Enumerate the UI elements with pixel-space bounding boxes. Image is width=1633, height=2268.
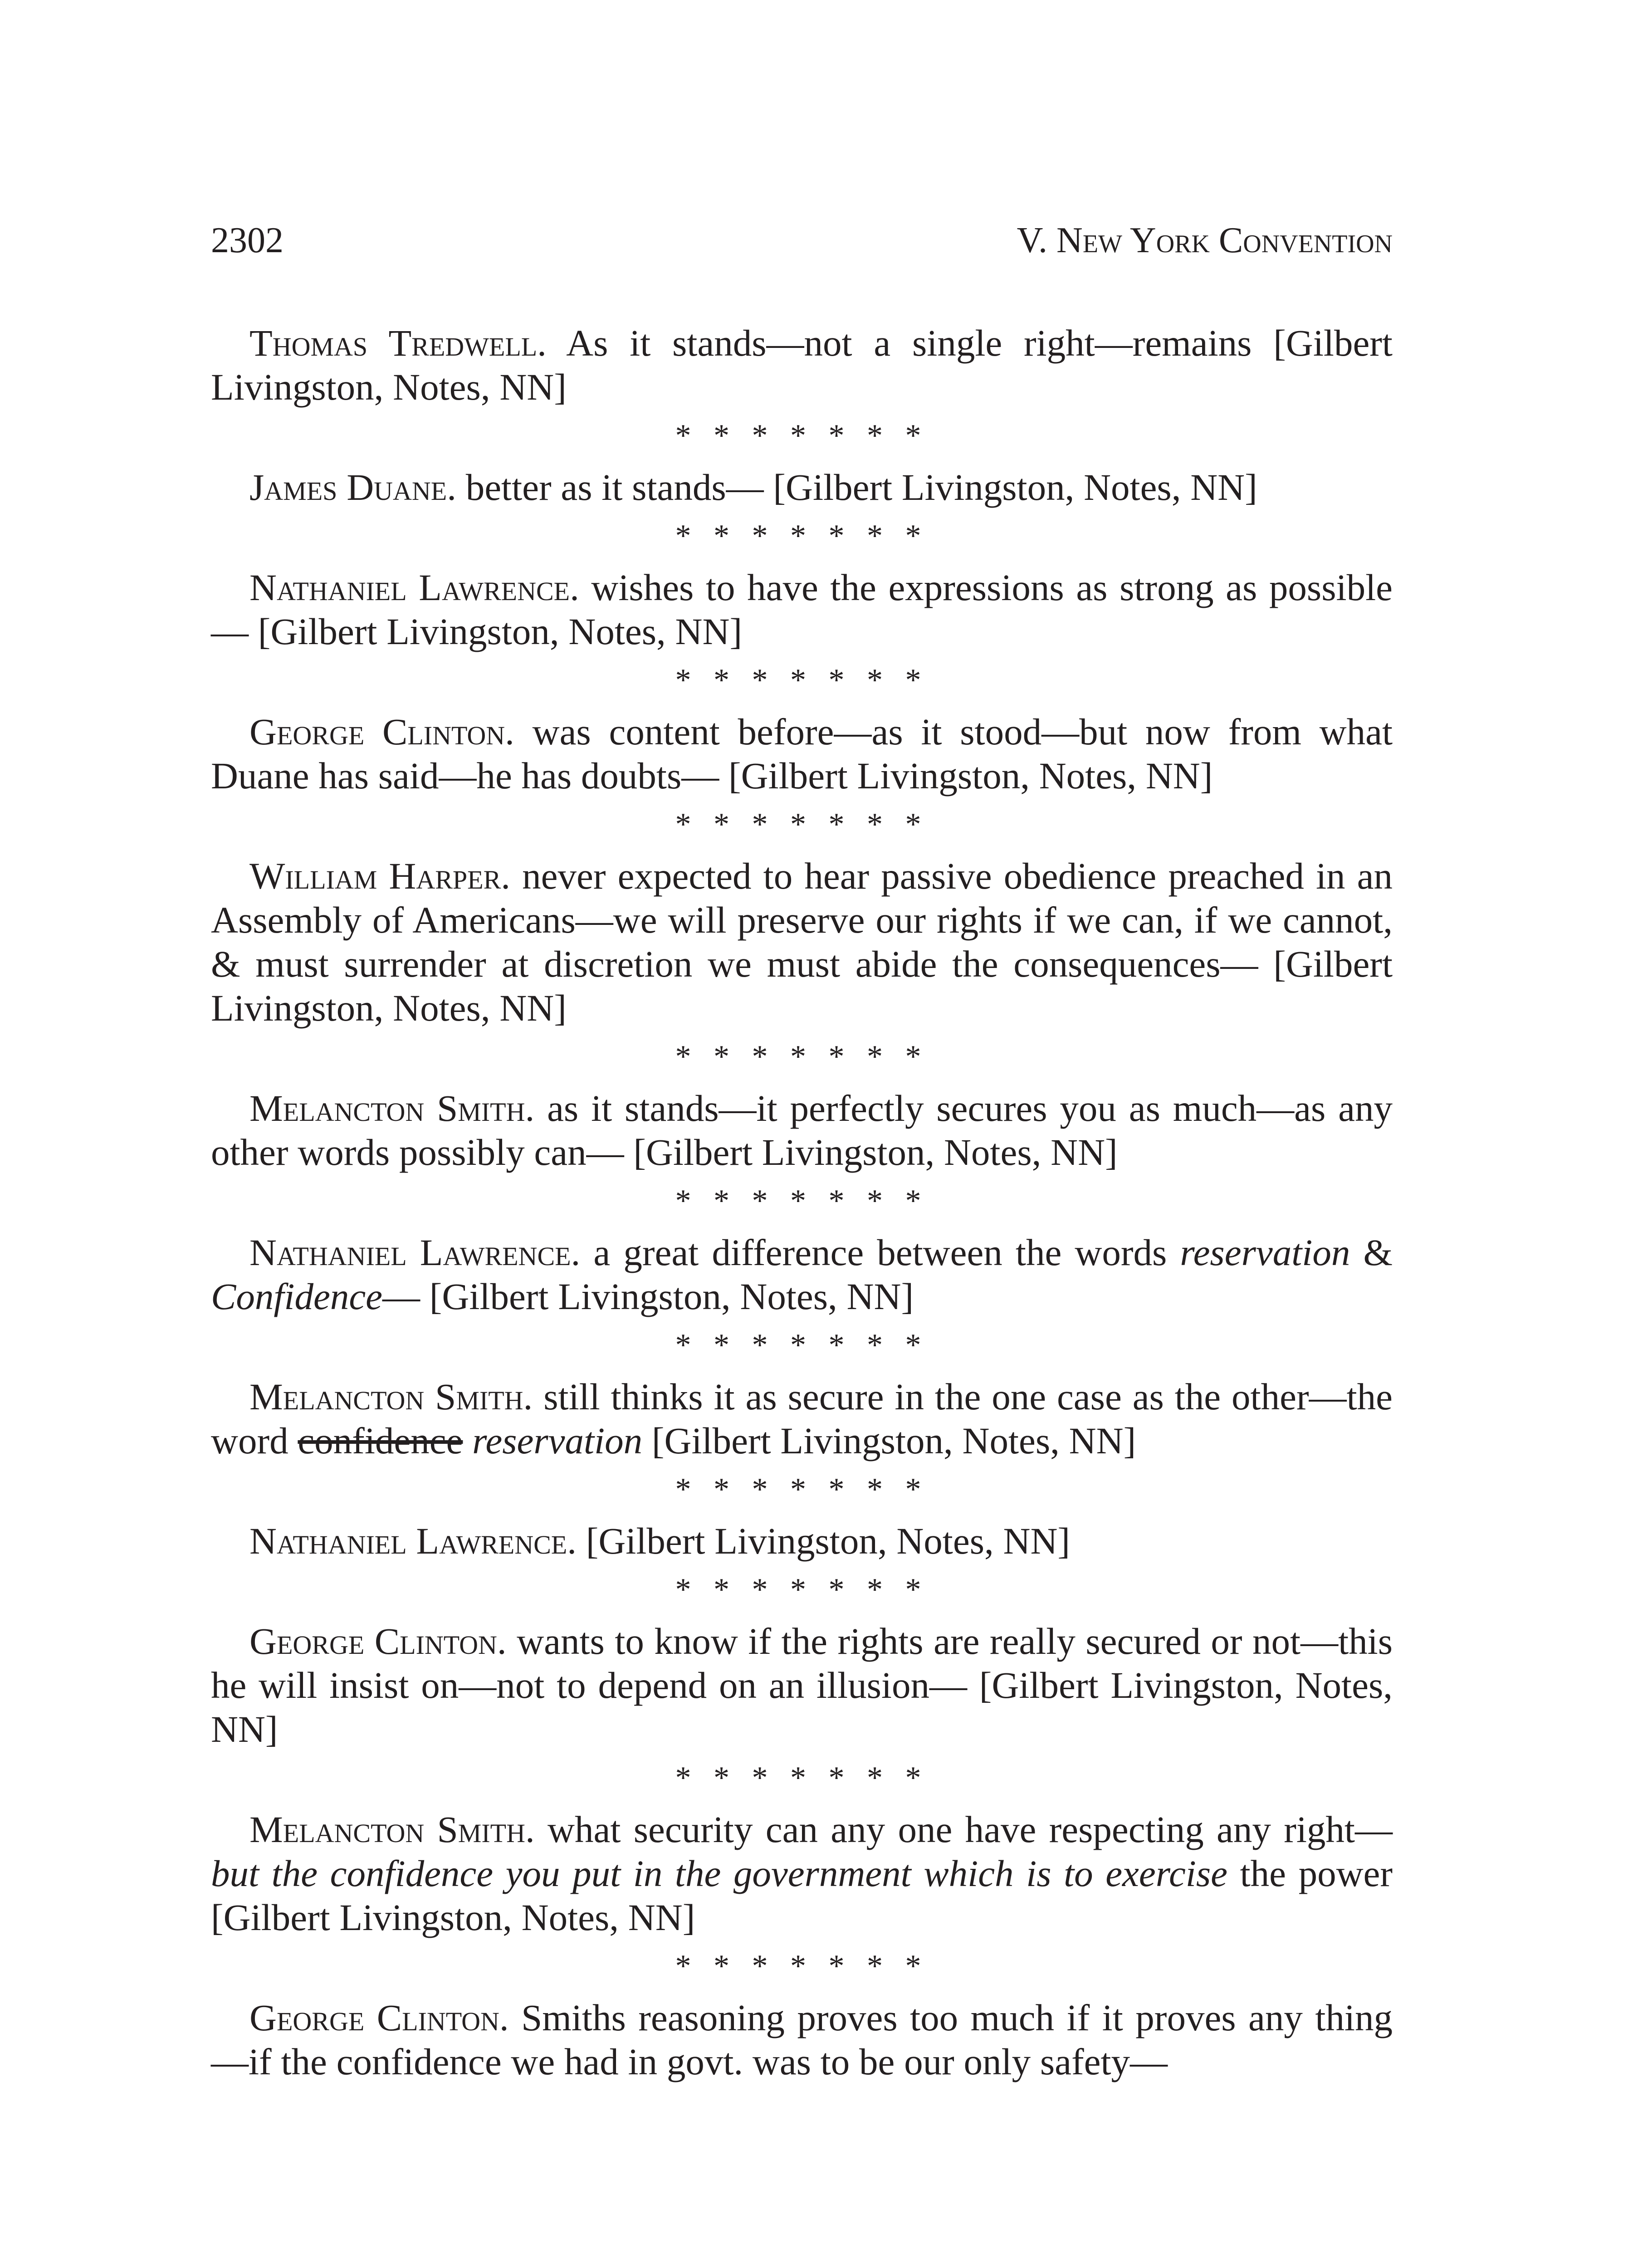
speech-text: was content before—as it stood—but now from what Duane has said—he has doubts— [Gilbert Livingston, Notes, NN] xyxy=(211,711,1393,797)
speech-entry xyxy=(211,1519,1393,1563)
section-separator: * * * * * * * xyxy=(675,663,929,698)
section-separator: * * * * * * * xyxy=(675,1183,929,1218)
section-separator: * * * * * * * xyxy=(675,518,929,553)
speech-entry xyxy=(211,1996,1393,2084)
speech-text: [Gilbert Livingston, Notes, NN] xyxy=(576,1520,1071,1562)
speech-entry xyxy=(211,566,1393,654)
document-page xyxy=(211,218,1393,2084)
speaker-name: Melancton Smith. xyxy=(249,1809,535,1850)
speech-text: & xyxy=(1350,1232,1393,1273)
speaker-name: George Clinton. xyxy=(249,1620,507,1662)
section-separator: * * * * * * * xyxy=(675,1760,929,1795)
speech-text: as it stands—it perfectly secures you as much—as any other words possibly can— [Gilbert Livingston, Notes, NN] xyxy=(211,1087,1393,1173)
struck-word: confidence xyxy=(298,1420,463,1461)
page-number: 2302 xyxy=(211,220,284,260)
speech-entry xyxy=(211,1619,1393,1751)
speaker-name: Melancton Smith. xyxy=(249,1087,535,1129)
speech-text: never expected to hear passive obedience preached in an Assembly of Americans—we will preserve our rights if we can, if we cannot, & must surrender at discretion we must abide the consequences— [Gilbert Livingston, Notes, NN] xyxy=(211,855,1393,1029)
speech-text: a great difference between the words xyxy=(580,1232,1180,1273)
speaker-name: James Duane. xyxy=(249,466,456,508)
italic-term: Confidence xyxy=(211,1276,382,1317)
section-separator: * * * * * * * xyxy=(675,1039,929,1074)
speech-text: the power [Gilbert Livingston, Notes, NN] xyxy=(211,1853,1393,1938)
speech-entry xyxy=(211,1086,1393,1174)
speech-text xyxy=(463,1420,472,1461)
italic-term: reservation xyxy=(472,1420,643,1461)
section-separator: * * * * * * * xyxy=(675,1328,929,1363)
section-separator: * * * * * * * xyxy=(675,807,929,842)
speech-entry xyxy=(211,854,1393,1030)
speaker-name: Nathaniel Lawrence. xyxy=(249,567,579,608)
section-separator: * * * * * * * xyxy=(675,1572,929,1607)
speech-entry xyxy=(211,321,1393,409)
speech-text: [Gilbert Livingston, Notes, NN] xyxy=(642,1420,1136,1461)
speech-text: wants to know if the rights are really secured or not—this he will insist on—not to depend on an illusion— [Gilbert Livingston, Notes, NN] xyxy=(211,1620,1393,1750)
speech-entry xyxy=(211,1808,1393,1940)
speech-text: — [Gilbert Livingston, Notes, NN] xyxy=(382,1276,914,1317)
speech-entry xyxy=(211,1375,1393,1463)
speech-text: what security can any one have respecting any right— xyxy=(534,1809,1393,1850)
speech-text: wishes to have the expressions as strong as possible— [Gilbert Livingston, Notes, NN] xyxy=(211,567,1393,652)
running-head xyxy=(211,218,1393,263)
section-separator: * * * * * * * xyxy=(675,418,929,453)
speech-entry xyxy=(211,465,1393,509)
italic-term: reservation xyxy=(1180,1232,1350,1273)
speaker-name: Thomas Tredwell. xyxy=(249,322,547,364)
speaker-name: Melancton Smith. xyxy=(249,1376,533,1418)
section-separator: * * * * * * * xyxy=(675,1472,929,1507)
speaker-name: William Harper. xyxy=(249,855,511,897)
speaker-name: Nathaniel Lawrence. xyxy=(249,1232,581,1273)
speech-text: Smiths reasoning proves too much if it proves any thing—if the confidence we had in govt. was to be our only safety— xyxy=(211,1997,1393,2082)
section-separator: * * * * * * * xyxy=(675,1949,929,1984)
speech-entry xyxy=(211,710,1393,798)
speech-text: still thinks it as secure in the one case as the other—the word xyxy=(211,1376,1393,1461)
speech-text: As it stands—not a single right—remains [Gilbert Livingston, Notes, NN] xyxy=(211,322,1393,408)
italic-phrase: but the confidence you put in the government which is to exercise xyxy=(211,1853,1227,1894)
speaker-name: George Clinton. xyxy=(249,711,514,753)
speech-entry xyxy=(211,1231,1393,1319)
running-title: V. New York Convention xyxy=(1017,220,1393,260)
speech-text: better as it stands— [Gilbert Livingston, Notes, NN] xyxy=(456,466,1257,508)
speaker-name: Nathaniel Lawrence. xyxy=(249,1520,577,1562)
speaker-name: George Clinton. xyxy=(249,1997,509,2038)
